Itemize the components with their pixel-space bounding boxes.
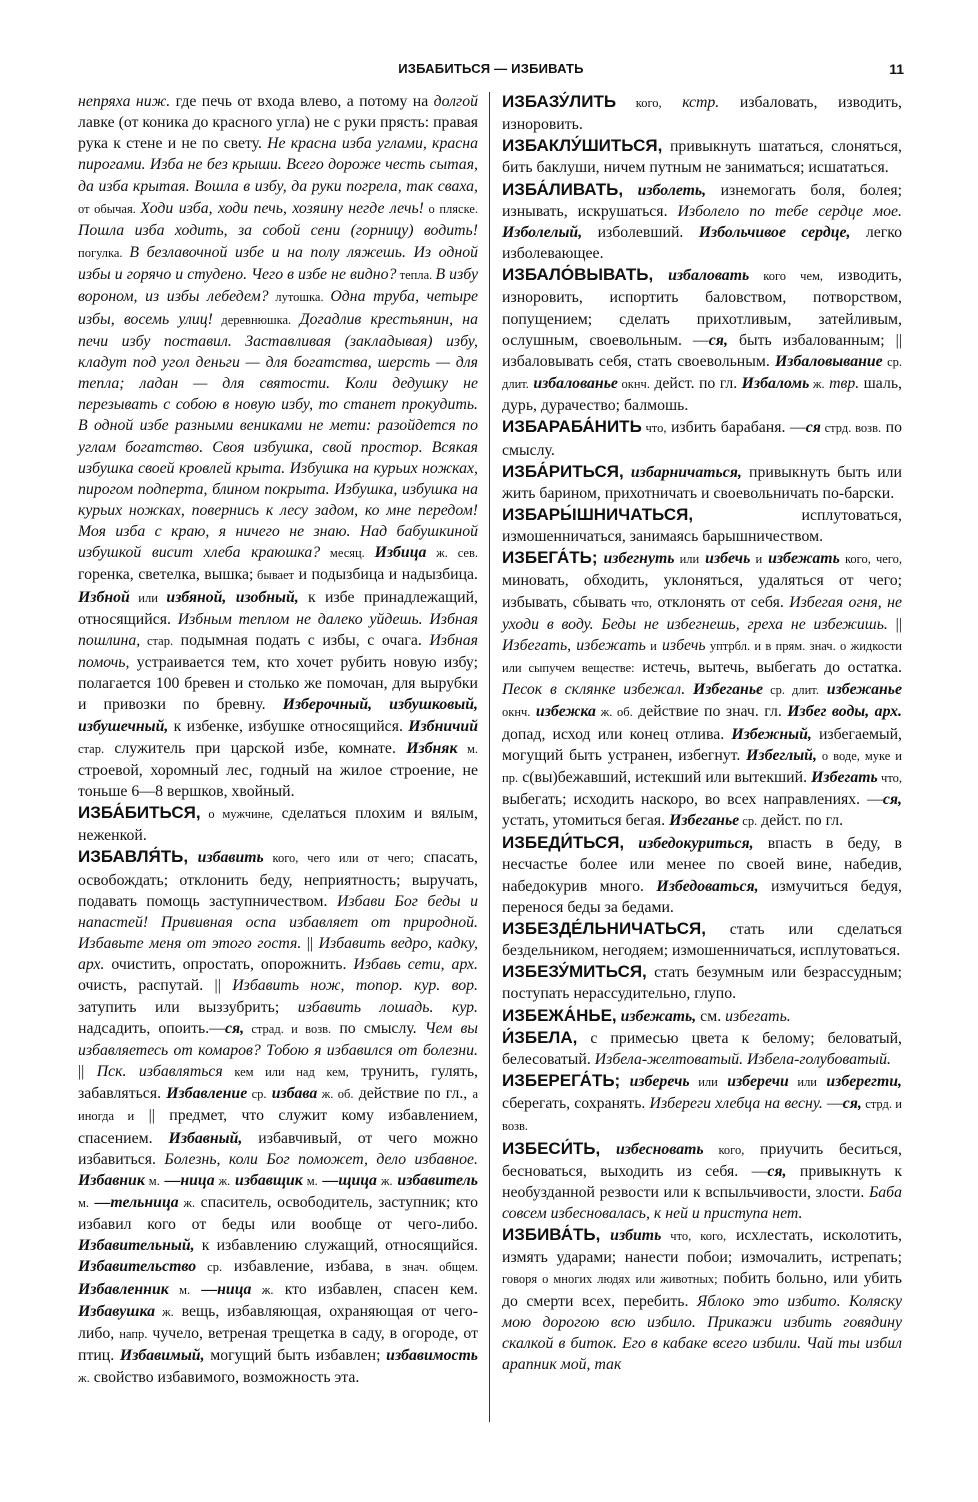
definition-text: истечь, вытечь, выбегать до остатка. [634,659,902,677]
definition-text: к избенке, избушке относящийся. [168,717,409,735]
definition-text: миновать, обходить, уклоняться, удаляться от чего; избывать, сбывать [502,572,902,611]
definition-text: шаль, дурь, дурачество; балмошь. [502,375,902,415]
headword: ИЗБАРЫ́ШНИЧАТЬСЯ, [502,504,694,524]
headword: ИЗБИВА́ТЬ, [502,1225,601,1245]
example-text: избечь [656,636,706,654]
derived-term: избалованье [528,375,618,393]
headword: ИЗБА́РИТЬСЯ, [502,461,624,481]
example-text: Песок в склянке избежал. [502,681,686,699]
derived-term: Избничий [408,717,478,735]
grammar-note: стар. [140,633,174,648]
derived-term: избить [600,1227,662,1245]
grammar-note: лутошка. [268,290,331,305]
definition-text: быть избалованным; || избаловывать себя, стать своевольным. [502,331,902,370]
right-column-entry [502,264,902,416]
example-text: Одна труба, четыре избы, восемь улиц! [78,288,478,328]
right-column-entry [502,1070,902,1137]
definition-text: || [887,615,902,633]
example-text: В безлавочной избе и на полу ляжешь. Из одной избы и горячо и студено. Чего в избе не видно? [78,244,478,284]
grammar-note: в знач. общем. [385,1260,478,1275]
right-column-entry [502,961,902,1004]
grammar-note: кого, [616,96,662,110]
grammar-note: или [674,552,700,567]
definition-text: измучиться бедуя, перенося беды за бедами. [502,877,903,916]
grammar-note: о пляске. [423,201,479,216]
definition-text: кто избавлен, спасен кем. [273,1280,478,1298]
derived-term: Избежный, [731,725,812,743]
left-column-entry [78,802,478,846]
grammar-note: или [129,590,167,605]
definition-text: затупить или выззубрить; [78,998,298,1016]
derived-term: Избавный, [168,1129,243,1147]
grammar-note: ж. [809,377,825,392]
definition-text [685,681,693,698]
grammar-note: ж. [251,1282,274,1297]
derived-term: избава [266,1085,318,1103]
definition-text: горенка, светелка, вышка; [78,566,254,584]
headword: ИЗБАКЛУ́ШИТЬСЯ, [502,136,663,156]
grammar-note: или [689,1075,718,1090]
grammar-note: и [750,552,763,567]
derived-term: Избица [374,544,427,562]
definition-text: к избавлению служащий, относящийся. [194,1237,478,1255]
definition-text: привыкнуть к необузданной резвости или к вспыльчивости, злости. [502,1162,902,1201]
definition-text: стать или сделаться бездельником, негодяем; измошенничаться, исплутоваться. [502,920,902,960]
example-text: Избавить ведро, кадку, арх. [78,935,479,974]
right-column-entry [502,91,902,135]
grammar-note: о мужчине, [200,807,274,822]
definition-text: по смыслу. [331,1019,425,1037]
grammar-note: ж. об. [317,1087,354,1102]
grammar-note: м. [302,1173,318,1188]
grammar-note: м. [457,741,478,756]
derived-term: изболеть, [623,181,707,199]
definition-text: и подызбица и надызбица. [294,566,478,584]
grammar-note: уптрбл. и в прям. знач. о жидкости или сыпучем веществе: [502,638,902,676]
derived-term: ся, [767,1162,787,1180]
derived-term: Избавленник [78,1280,169,1298]
definition-text: легко изболевающее. [502,223,902,263]
derived-term: избежать, [616,1007,697,1025]
derived-term: избяной, изобный, [166,588,299,606]
derived-term: ся, [708,331,728,349]
derived-term: Избаломь [741,375,810,393]
grammar-note: ср. длит. [502,354,902,392]
grammar-note: напр. [119,1326,148,1341]
definition-text: стать безумным или безрассудным; поступать нерассудительно, глупо. [502,964,902,1003]
definition-text: отклонять от себя. [652,593,790,611]
definition-text: служитель при царской избе, комнате. [104,739,407,757]
definition-text: избить барабаня. — [666,419,806,437]
definition-text: действие по гл., [353,1085,473,1103]
example-text: Избегая огня, не уходи в воду. Беды не избегнешь, греха не избежишь. [502,593,902,633]
page-number: 11 [889,61,904,77]
definition-text: устать, утомиться бегая. [502,812,670,830]
definition-text: надсадить, опоить.— [78,1019,225,1037]
derived-term: Избеганье [692,681,764,699]
derived-term: избавщик [230,1171,303,1189]
example-text: твр. [824,375,860,393]
definition-text: привыкнуть быть или жить барином, прихотничать и своевольничать по-барски. [502,463,902,502]
definition-text: изболевший. [582,223,699,241]
definition-text: чучело, ветреная трещетка в саду, в огороде, от птиц. [78,1324,478,1365]
running-header [78,61,904,83]
definition-text: — [822,1095,843,1113]
definition-text: устраивается тем, кто хочет рубить новую избу; полагается 100 бревен и столько же помочан, для вырубки и привозки по бревну. [78,654,478,714]
derived-term: Избавушка [78,1302,155,1320]
example-text: Ходи изба, ходи печь, хозяину негде лечь! [140,199,424,217]
definition-text: подымная подать с избы, с очага. [173,631,430,649]
headword: ИЗБЕЗУ́МИТЬСЯ, [502,962,647,982]
grammar-note: что, [626,595,653,610]
grammar-note: а иногда и [78,1087,479,1124]
example-text: Избным теплом не далеко уйдешь. Избная пошлина, [78,610,478,649]
derived-term: —щица [317,1171,377,1189]
definition-text: очисть, распутай. || [78,977,233,995]
grammar-note: окнч. [502,705,531,720]
example-text: Болезнь, коли Бог поможет, дело избавное. [164,1150,478,1168]
right-column [502,91,902,1375]
example-text: Избела-желтоватый. Избела-голубоватый. [594,1050,891,1068]
grammar-note: месяц. [320,546,375,561]
grammar-note: ср. [196,1260,223,1275]
derived-term: Изберочный, избушковый, избушечный, [78,696,478,735]
derived-term: Избаловывание [775,352,883,370]
derived-term: Избавимый, [119,1347,205,1365]
definition-text: могущий быть избавлен; [204,1347,387,1365]
definition-text: сделаться плохим и вялым, неженкой. [78,805,478,845]
definition-text: трунить, гулять, забавляться. [78,1063,479,1103]
left-column [78,91,478,1389]
left-column-entry [78,846,478,1389]
headword: ИЗБАРАБА́НИТЬ [502,417,642,437]
definition-text: дейст. по гл. [649,375,742,393]
headword: ИЗБЕСИ́ТЬ, [502,1138,601,1158]
grammar-note: кого, чего, [839,552,902,567]
headword: ИЗБЕГА́ТЬ; [502,548,598,568]
grammar-note: ж. [154,1304,174,1319]
grammar-note: о воде, муке и пр. [502,748,902,785]
grammar-note: м. [168,1282,191,1297]
grammar-note: ж. [214,1173,231,1188]
headword: ИЗБАЗУ́ЛИТЬ [502,92,617,111]
derived-term: Избеганье [669,812,740,830]
definition-text: где печь от входа влево, а потому на [170,93,434,110]
example-text: Избереги хлебца на весну. [649,1095,823,1113]
derived-term: Избег воды, арх. [787,703,903,721]
definition-text: вещь, избавляющая, охраняющая от чего-либо, [78,1302,478,1342]
definition-text: привыкнуть шататься, слоняться, бить баклуши, ничем путным не заниматься; исшататься. [502,138,902,177]
example-text: Изболело по тебе сердце мое. [677,202,902,220]
example-text: Не красна изба углами, красна пирогами. Изба не без крыши. Всего дороже честь сытая, да изба крытая. Вошла в избу, да руки погрела, так сваха, [78,135,478,195]
headword: ИЗБЕЖА́НЬЕ, [502,1005,617,1025]
definition-text: см. [696,1007,726,1025]
grammar-note: ср. [739,814,758,829]
definition-text: с примесью цвета к белому; беловатый, белесоватый. [502,1029,902,1068]
headword: ИЗБА́ЛИВАТЬ, [502,179,624,199]
grammar-note: тепла. [396,268,436,283]
derived-term: Избавительство [78,1258,197,1276]
grammar-note: м. [78,1195,90,1210]
example-text: В избу вороном, из избы лебедем? [78,266,478,306]
right-column-entry [502,461,902,504]
derived-term: Избегать [811,768,878,786]
right-column-entry [502,135,902,178]
derived-term: Избеглый, [746,746,817,764]
headword: ИЗБАВЛЯ́ТЬ, [78,847,189,867]
example-text: непряха ниж. [78,93,171,110]
derived-term: Изболелый, [502,223,583,241]
definition-text: изнемогать боля, болея; изнывать, искрушаться. [502,181,902,220]
grammar-note: м. [144,1173,160,1188]
derived-term: избавить [188,849,264,867]
derived-term: Избной [78,588,130,606]
example-text: Избавь сети, арх. [353,956,478,974]
headword: ИЗБЕРЕГА́ТЬ; [502,1071,621,1091]
headword: ИЗБА́БИТЬСЯ, [78,803,201,823]
derived-term: Избедоваться, [656,877,759,895]
example-text: долгой [433,93,479,110]
definition-text: приучить беситься, бесноваться, выходить из себя. — [502,1140,902,1180]
grammar-note: что, [641,421,667,436]
definition-text: сберегать, сохранять. [502,1095,650,1113]
derived-term: —ница [159,1171,215,1189]
example-text: избегать. [725,1007,791,1025]
definition-text: избегаемый, могущий быть устранен, избегнут. [502,725,902,764]
definition-text: спаситель, освободитель, заступник; кто избавил кого от беды или вообще от чего-либо. [78,1193,479,1234]
right-column-entry [502,918,902,961]
derived-term: изберечи [717,1073,789,1091]
grammar-note: погулка. [78,246,130,261]
definition-text: исхлестать, исколотить, измять ударами; нанести побои; измочалить, истрепать; [502,1227,903,1267]
headword: ИЗБЕДИ́ТЬСЯ, [502,833,625,853]
grammar-note: ж. об. [595,705,633,720]
grammar-note: бывает [253,568,295,583]
grammar-note: что, кого, [661,1229,727,1244]
definition-text: свойство избавимого, возможность эта. [89,1369,360,1387]
definition-text: выбегать; исходить наскоро, во всех направлениях. — [502,791,883,808]
grammar-note: деревнюшка. [212,312,300,327]
definition-text: дейст. по гл. [757,812,844,830]
right-column-entry [502,1027,902,1070]
derived-term: избежка [530,703,596,721]
right-column-entry [502,416,902,460]
derived-term: Избавник [78,1171,145,1189]
definition-text: впасть в беду, в несчастье более или менее по своей вине, набедив, набедокурив много. [502,835,902,895]
definition-text: || [301,935,319,953]
definition-text: || [78,1063,97,1081]
derived-term: избесновать [600,1140,704,1158]
headword: И́ЗБЕЛА, [502,1027,578,1047]
grammar-note: стрд. и возв. [502,1097,902,1134]
derived-term: избежать [762,550,840,568]
grammar-note: окнч. [617,377,650,392]
example-text: избавить лошадь. кур. [297,998,478,1016]
grammar-note: ж. [376,1173,393,1188]
definition-text: строевой, хоромный лес, годный на жилое строение, не тоньше 6—8 вершков, хвойный. [78,761,478,800]
grammar-note: ж. [78,1371,90,1386]
grammar-note: ж. сев. [426,546,478,561]
derived-term: изберечь [620,1073,690,1091]
definition-text: очистить, опростать, опорожнить. [104,956,354,974]
right-column-entry [502,832,902,918]
right-column-entry [502,179,902,265]
grammar-note: страд. и возв. [244,1021,332,1036]
right-column-entry [502,1224,902,1375]
grammar-note: стар. [78,741,105,756]
grammar-note: что, [877,770,902,785]
derived-term: избарничаться, [623,463,742,481]
example-text: кстр. [661,94,720,111]
definition-text: исплутоваться, измошенничаться, занимаясь барышничеством. [502,506,902,546]
derived-term: ся [805,419,821,437]
definition-text: действие по знач. гл. [632,703,788,721]
definition-text: лавке (от коника до красного угла) не с руки прясть: правая рука к стене и не по свету. [78,114,478,153]
grammar-note: или [788,1075,817,1090]
example-text: Чем вы избавляетесь от комаров? Тобою я избавился от болезни. [78,1019,479,1059]
definition-text: допад, исход или конец отлива. [502,725,732,743]
example-text: Яблоко это избито. Коляску мою дорогою всю избило. Прикажи избить говядину скалкой в биток. Его в кабаке всего избили. Чай ты избил арапник мой, так [502,1292,902,1374]
derived-term: избечь [699,550,751,568]
definition-text: спасать, освобождать; отклонить беду, неприятность; выручать, подавать помощь заступничеством. [78,849,478,910]
derived-term: Избольчивое сердце, [698,223,851,241]
headword: ИЗБАЛО́ВЫВАТЬ, [502,265,654,285]
example-text: Догадлив крестьянин, на печи избу поставил. Заставливая (закладывая) избу, кладут под угол деньги — для богатства, шерсть — для тепла; ладан — для святости. Коли дедушку не перезывать с собою в новую избу, то станет прокудить. В одной избе разными вениками не мети: разойдется по углам богатство. Своя избушка, свой простор. Всякая избушка своей кровлей крыта. Избушка на курьих ножках, пирогом подперта, блином покрыта. Избушка, избушка на курьих ножках, повернись к лесу задом, ко мне передом! Моя изба с краю, я ничего не знаю. Над бабушкиной избушкой висит хлеба краюшка? [78,310,479,562]
grammar-note: кого, чего или от чего; [263,851,415,866]
derived-term: ся, [224,1019,245,1037]
definition-text: || предмет, что служит кому избавлением, спасением. [78,1107,478,1147]
example-text: Пск. избавляться [96,1063,223,1081]
column-divider [489,92,490,1422]
grammar-note: ж. [178,1195,196,1210]
right-column-entry [502,1005,902,1027]
example-text: Избави Бог беды и напастей! Прививная оспа избавляет от природной. Избавьте меня от этого гостя. [78,892,478,953]
derived-term: Избавление [166,1085,248,1103]
grammar-note: стрд. возв. [820,421,882,436]
example-text: Избавить нож, топор. кур. вор. [232,977,478,995]
grammar-note: ср. длит. [763,683,819,698]
running-title: ИЗБАБИТЬСЯ — ИЗБИВАТЬ [398,61,584,76]
right-column-entry [502,1138,902,1225]
derived-term: избавимость [386,1347,478,1365]
definition-text: изводить, изноровить, испортить баловством, потворством, попущением; сделать прихотливым, затейливым, ослушным, своевольным. — [502,267,902,349]
grammar-note: ср. [247,1087,267,1102]
derived-term: избедокуриться, [624,835,754,853]
derived-term: изберегти, [817,1073,902,1091]
definition-text: избавление, избава, [222,1258,386,1276]
derived-term: Избавительный, [78,1237,195,1255]
derived-term: избаловать [653,267,750,285]
derived-term: —тельница [89,1193,179,1211]
headword: ИЗБЕЗДЕ́ЛЬНИЧАТЬСЯ, [502,918,706,938]
example-text: Пошла изба ходить, за собой сени (горницу) водить! [78,221,478,239]
definition-text: избаловать, изводить, изноровить. [502,94,902,134]
derived-term: избежанье [818,681,902,699]
example-text: Избегать, избежать [502,636,646,654]
derived-term: Избняк [406,739,458,757]
grammar-note: кем или над кем, [222,1065,349,1080]
derived-term: избавитель [392,1171,479,1189]
derived-term: —ница [190,1280,252,1298]
grammar-note: и [645,638,657,653]
definition-text: избавчивый, от чего можно избавиться. [78,1129,478,1168]
definition-text: к избе принадлежащий, относящийся. [78,588,478,628]
definition-text: побить больно, или убить до смерти всех, перебить. [502,1270,902,1310]
grammar-note: говоря о многих людях или животных; [502,1272,718,1287]
derived-term: избегнуть [597,550,675,568]
derived-term: ся, [882,791,902,808]
definition-text: по смыслу. [502,419,902,459]
grammar-note: кого чем, [749,269,824,284]
derived-term: ся, [842,1095,862,1113]
example-text: Баба совсем избесновалась, к ней и приступа нет. [502,1183,902,1222]
right-column-entry [502,504,902,547]
grammar-note: от обычая. [78,201,141,216]
left-column-entry [78,91,478,802]
example-text: Избная помочь, [78,631,478,672]
grammar-note: кого, [703,1142,745,1157]
right-column-entry [502,547,902,832]
definition-text: с(вы)бежавший, истекший или вытекший. [518,768,812,786]
